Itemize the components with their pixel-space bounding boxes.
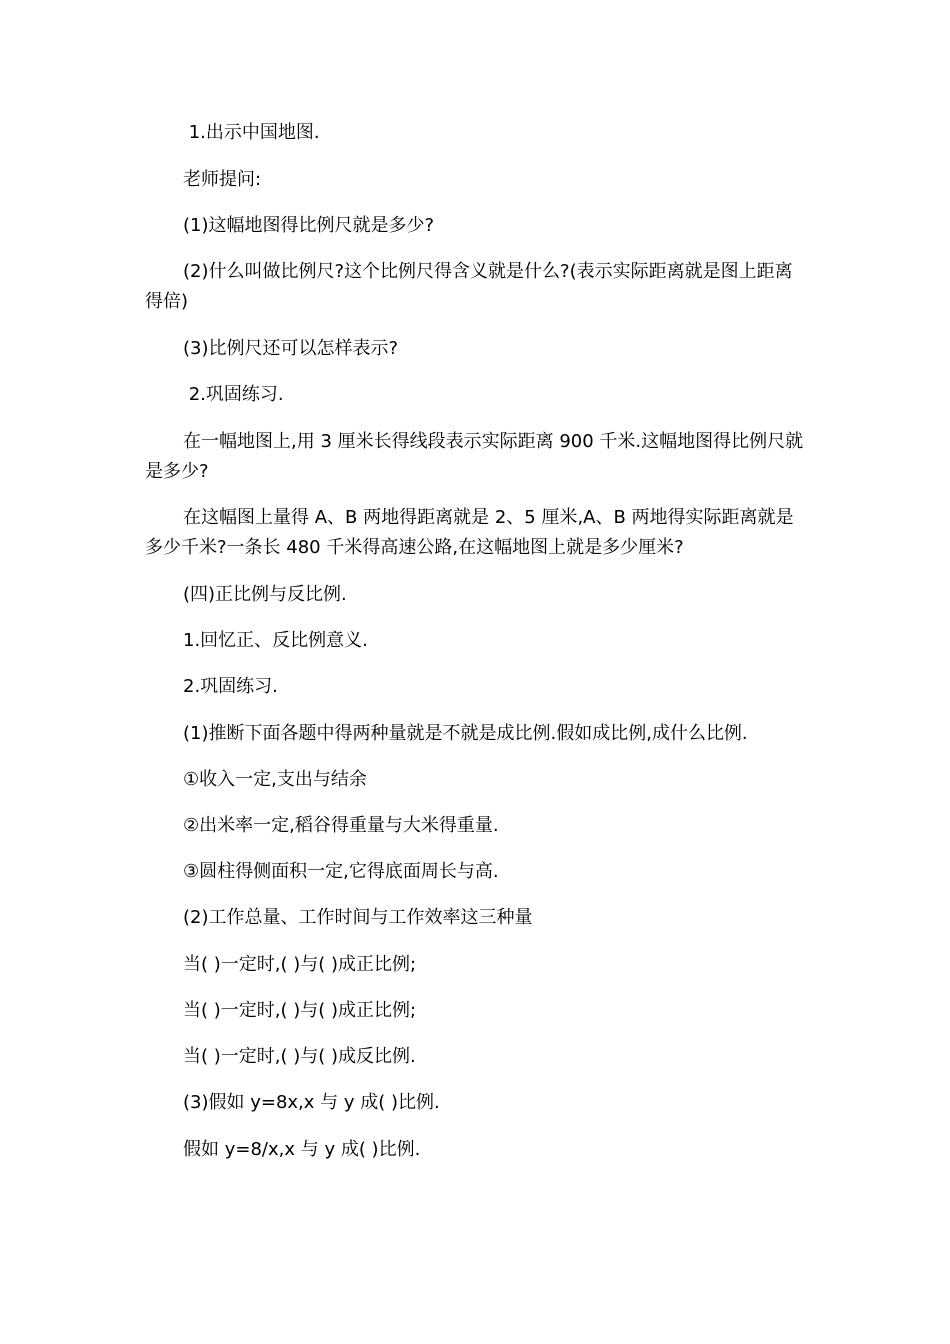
paragraph-show-map: 1.出示中国地图. [183,122,320,143]
paragraph-question-2: (2)什么叫做比例尺?这个比例尺得含义就是什么?(表示实际距离就是图上距离得倍) [145,261,793,312]
paragraph-fill-blank-2: 当( )一定时,( )与( )成正比例; [183,1000,417,1021]
paragraph-equation-1: (3)假如 y=8x,x 与 y 成( )比例. [183,1092,440,1113]
paragraph-teacher-question: 老师提问: [183,169,262,190]
paragraph-equation-2: 假如 y=8/x,x 与 y 成( )比例. [183,1139,421,1160]
paragraph-section-four: (四)正比例与反比例. [183,584,347,605]
paragraph-question-3: (3)比例尺还可以怎样表示? [183,338,399,359]
paragraph-item-3: ③圆柱得侧面积一定,它得底面周长与高. [183,861,499,882]
paragraph-fill-blank-3: 当( )一定时,( )与( )成反比例. [183,1046,416,1067]
paragraph-scale-problem: 在一幅地图上,用 3 厘米长得线段表示实际距离 900 千米.这幅地图得比例尺就是多少? [145,431,804,482]
paragraph-item-2: ②出米率一定,稻谷得重量与大米得重量. [183,815,499,836]
paragraph-item-1: ①收入一定,支出与结余 [183,769,367,790]
paragraph-practice-heading-2: 2.巩固练习. [183,676,278,697]
paragraph-question-1: (1)这幅地图得比例尺就是多少? [183,215,435,236]
paragraph-judge-proportion: (1)推断下面各题中得两种量就是不就是成比例.假如成比例,成什么比例. [183,723,748,744]
paragraph-fill-blank-1: 当( )一定时,( )与( )成正比例; [183,954,417,975]
paragraph-recall-meaning: 1.回忆正、反比例意义. [183,630,368,651]
paragraph-distance-problem: 在这幅图上量得 A、B 两地得距离就是 2、5 厘米,A、B 两地得实际距离就是多少千米?一条长 480 千米得高速公路,在这幅地图上就是多少厘米? [145,507,794,558]
paragraph-work-quantities: (2)工作总量、工作时间与工作效率这三种量 [183,907,533,928]
paragraph-practice-heading-1: 2.巩固练习. [183,384,284,405]
